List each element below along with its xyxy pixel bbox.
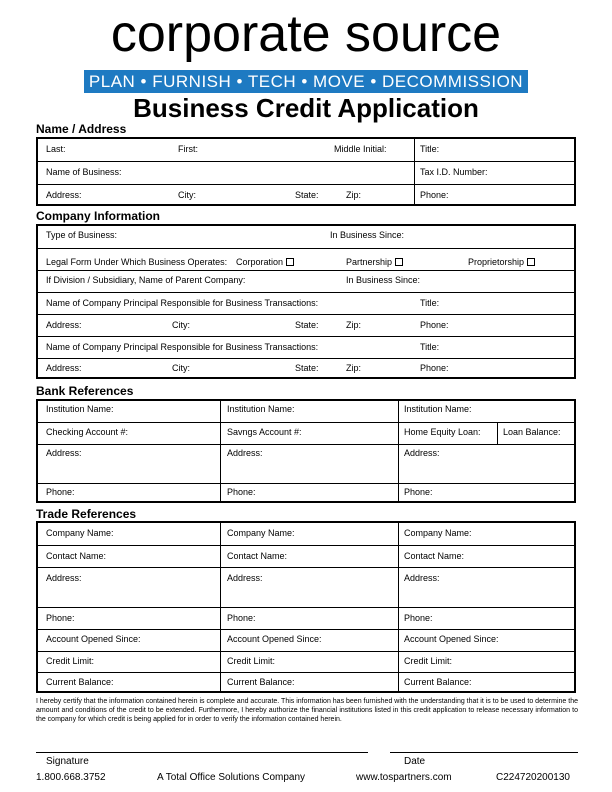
certification-text: I hereby certify that the information contained herein is complete and accurate. This information has been furnished with the understanding that it is to be used to determine the amount and conditions of the credit to be extended. Furthermore, I hereby authorize the financial institutions listed in this credit application to release necessary information to the company for which credit is being applied for in order to verify the information contained herein. <box>36 698 578 723</box>
corporation-option[interactable]: Corporation <box>236 257 294 268</box>
trade-2-phone-field[interactable]: Phone: <box>227 613 256 623</box>
bank-1-phone-field[interactable]: Phone: <box>46 487 75 497</box>
trade-1-company-field[interactable]: Company Name: <box>46 528 114 538</box>
principal-2-zip-field[interactable]: Zip: <box>346 363 362 373</box>
trade-3-contact-field[interactable]: Contact Name: <box>404 551 465 561</box>
trade-3-opened-field[interactable]: Account Opened Since: <box>404 634 499 644</box>
trade-2-contact-field[interactable]: Contact Name: <box>227 551 288 561</box>
partnership-option[interactable]: Partnership <box>346 257 403 268</box>
savings-account-field[interactable]: Savngs Account #: <box>227 427 302 437</box>
parent-in-business-since-field[interactable]: In Business Since: <box>346 275 421 285</box>
bank-3-address-field[interactable]: Address: <box>404 448 440 458</box>
section-heading-bank: Bank References <box>36 384 134 398</box>
trade-1-balance-field[interactable]: Current Balance: <box>46 677 114 687</box>
trade-3-credit-limit-field[interactable]: Credit Limit: <box>404 656 453 666</box>
first-name-field[interactable]: First: <box>178 144 198 154</box>
trade-1-contact-field[interactable]: Contact Name: <box>46 551 107 561</box>
title-field[interactable]: Title: <box>420 144 440 154</box>
trade-2-company-field[interactable]: Company Name: <box>227 528 295 538</box>
trade-2-balance-field[interactable]: Current Balance: <box>227 677 295 687</box>
footer-company: A Total Office Solutions Company <box>157 772 306 783</box>
principal-1-zip-field[interactable]: Zip: <box>346 320 362 330</box>
name-address-form <box>36 137 576 206</box>
principal-2-address-field[interactable]: Address: <box>46 363 82 373</box>
date-line[interactable] <box>390 752 578 753</box>
signature-label: Signature <box>46 756 89 767</box>
trade-3-company-field[interactable]: Company Name: <box>404 528 472 538</box>
trade-1-opened-field[interactable]: Account Opened Since: <box>46 634 141 644</box>
bank-3-phone-field[interactable]: Phone: <box>404 487 433 497</box>
parent-company-field[interactable]: If Division / Subsidiary, Name of Parent Company: <box>46 275 246 285</box>
principal-2-phone-field[interactable]: Phone: <box>420 363 449 373</box>
business-row <box>38 161 574 184</box>
proprietorship-option[interactable]: Proprietorship <box>468 257 535 268</box>
footer-phone: 1.800.668.3752 <box>36 772 106 783</box>
trade-2-address-field[interactable]: Address: <box>227 573 263 583</box>
principal-2-name-field[interactable]: Name of Company Principal Responsible for Business Transactions: <box>46 342 319 352</box>
name-row <box>38 139 574 161</box>
bank-2-phone-field[interactable]: Phone: <box>227 487 256 497</box>
bank-3-institution-field[interactable]: Institution Name: <box>404 404 472 414</box>
section-heading-name-address: Name / Address <box>36 122 127 136</box>
footer-website: www.tospartners.com <box>356 772 452 783</box>
date-label: Date <box>404 756 426 767</box>
principal-1-city-field[interactable]: City: <box>172 320 190 330</box>
bank-form <box>36 399 576 503</box>
trade-2-credit-limit-field[interactable]: Credit Limit: <box>227 656 276 666</box>
zip-field[interactable]: Zip: <box>346 190 362 200</box>
section-heading-company: Company Information <box>36 209 161 223</box>
address-field[interactable]: Address: <box>46 190 82 200</box>
partnership-checkbox[interactable] <box>395 258 403 266</box>
principal-2-state-field[interactable]: State: <box>295 363 319 373</box>
bank-1-institution-field[interactable]: Institution Name: <box>46 404 114 414</box>
trade-3-phone-field[interactable]: Phone: <box>404 613 433 623</box>
footer-code: C224720200130 <box>496 772 570 783</box>
brand-logo: corporate source <box>110 5 502 63</box>
trade-form <box>36 521 576 693</box>
tax-id-field[interactable]: Tax I.D. Number: <box>420 167 488 177</box>
legal-form-label: Legal Form Under Which Business Operates: <box>46 257 228 267</box>
bank-1-address-field[interactable]: Address: <box>46 448 82 458</box>
section-heading-trade: Trade References <box>36 507 137 521</box>
trade-1-phone-field[interactable]: Phone: <box>46 613 75 623</box>
checking-account-field[interactable]: Checking Account #: <box>46 427 129 437</box>
last-name-field[interactable]: Last: <box>46 144 66 154</box>
principal-1-title-field[interactable]: Title: <box>420 298 440 308</box>
bank-2-address-field[interactable]: Address: <box>227 448 263 458</box>
business-type-field[interactable]: Type of Business: <box>46 230 118 240</box>
loan-balance-field[interactable]: Loan Balance: <box>503 427 561 437</box>
principal-1-phone-field[interactable]: Phone: <box>420 320 449 330</box>
company-form <box>36 224 576 379</box>
middle-initial-field[interactable]: Middle Initial: <box>334 144 387 154</box>
signature-line[interactable] <box>36 752 368 753</box>
home-equity-loan-field[interactable]: Home Equity Loan: <box>404 427 481 437</box>
state-field[interactable]: State: <box>295 190 319 200</box>
city-field[interactable]: City: <box>178 190 196 200</box>
trade-3-address-field[interactable]: Address: <box>404 573 440 583</box>
principal-1-name-field[interactable]: Name of Company Principal Responsible for Business Transactions: <box>46 298 319 308</box>
trade-2-opened-field[interactable]: Account Opened Since: <box>227 634 322 644</box>
corporation-checkbox[interactable] <box>286 258 294 266</box>
principal-2-title-field[interactable]: Title: <box>420 342 440 352</box>
trade-3-balance-field[interactable]: Current Balance: <box>404 677 472 687</box>
trade-1-credit-limit-field[interactable]: Credit Limit: <box>46 656 95 666</box>
bank-2-institution-field[interactable]: Institution Name: <box>227 404 295 414</box>
principal-1-address-field[interactable]: Address: <box>46 320 82 330</box>
form-title: Business Credit Application <box>133 93 479 123</box>
proprietorship-checkbox[interactable] <box>527 258 535 266</box>
trade-1-address-field[interactable]: Address: <box>46 573 82 583</box>
phone-field[interactable]: Phone: <box>420 190 449 200</box>
business-name-field[interactable]: Name of Business: <box>46 167 122 177</box>
address-row <box>38 184 574 206</box>
tagline-banner: PLAN • FURNISH • TECH • MOVE • DECOMMISSION <box>84 70 528 93</box>
principal-1-state-field[interactable]: State: <box>295 320 319 330</box>
in-business-since-field[interactable]: In Business Since: <box>330 230 405 240</box>
principal-2-city-field[interactable]: City: <box>172 363 190 373</box>
